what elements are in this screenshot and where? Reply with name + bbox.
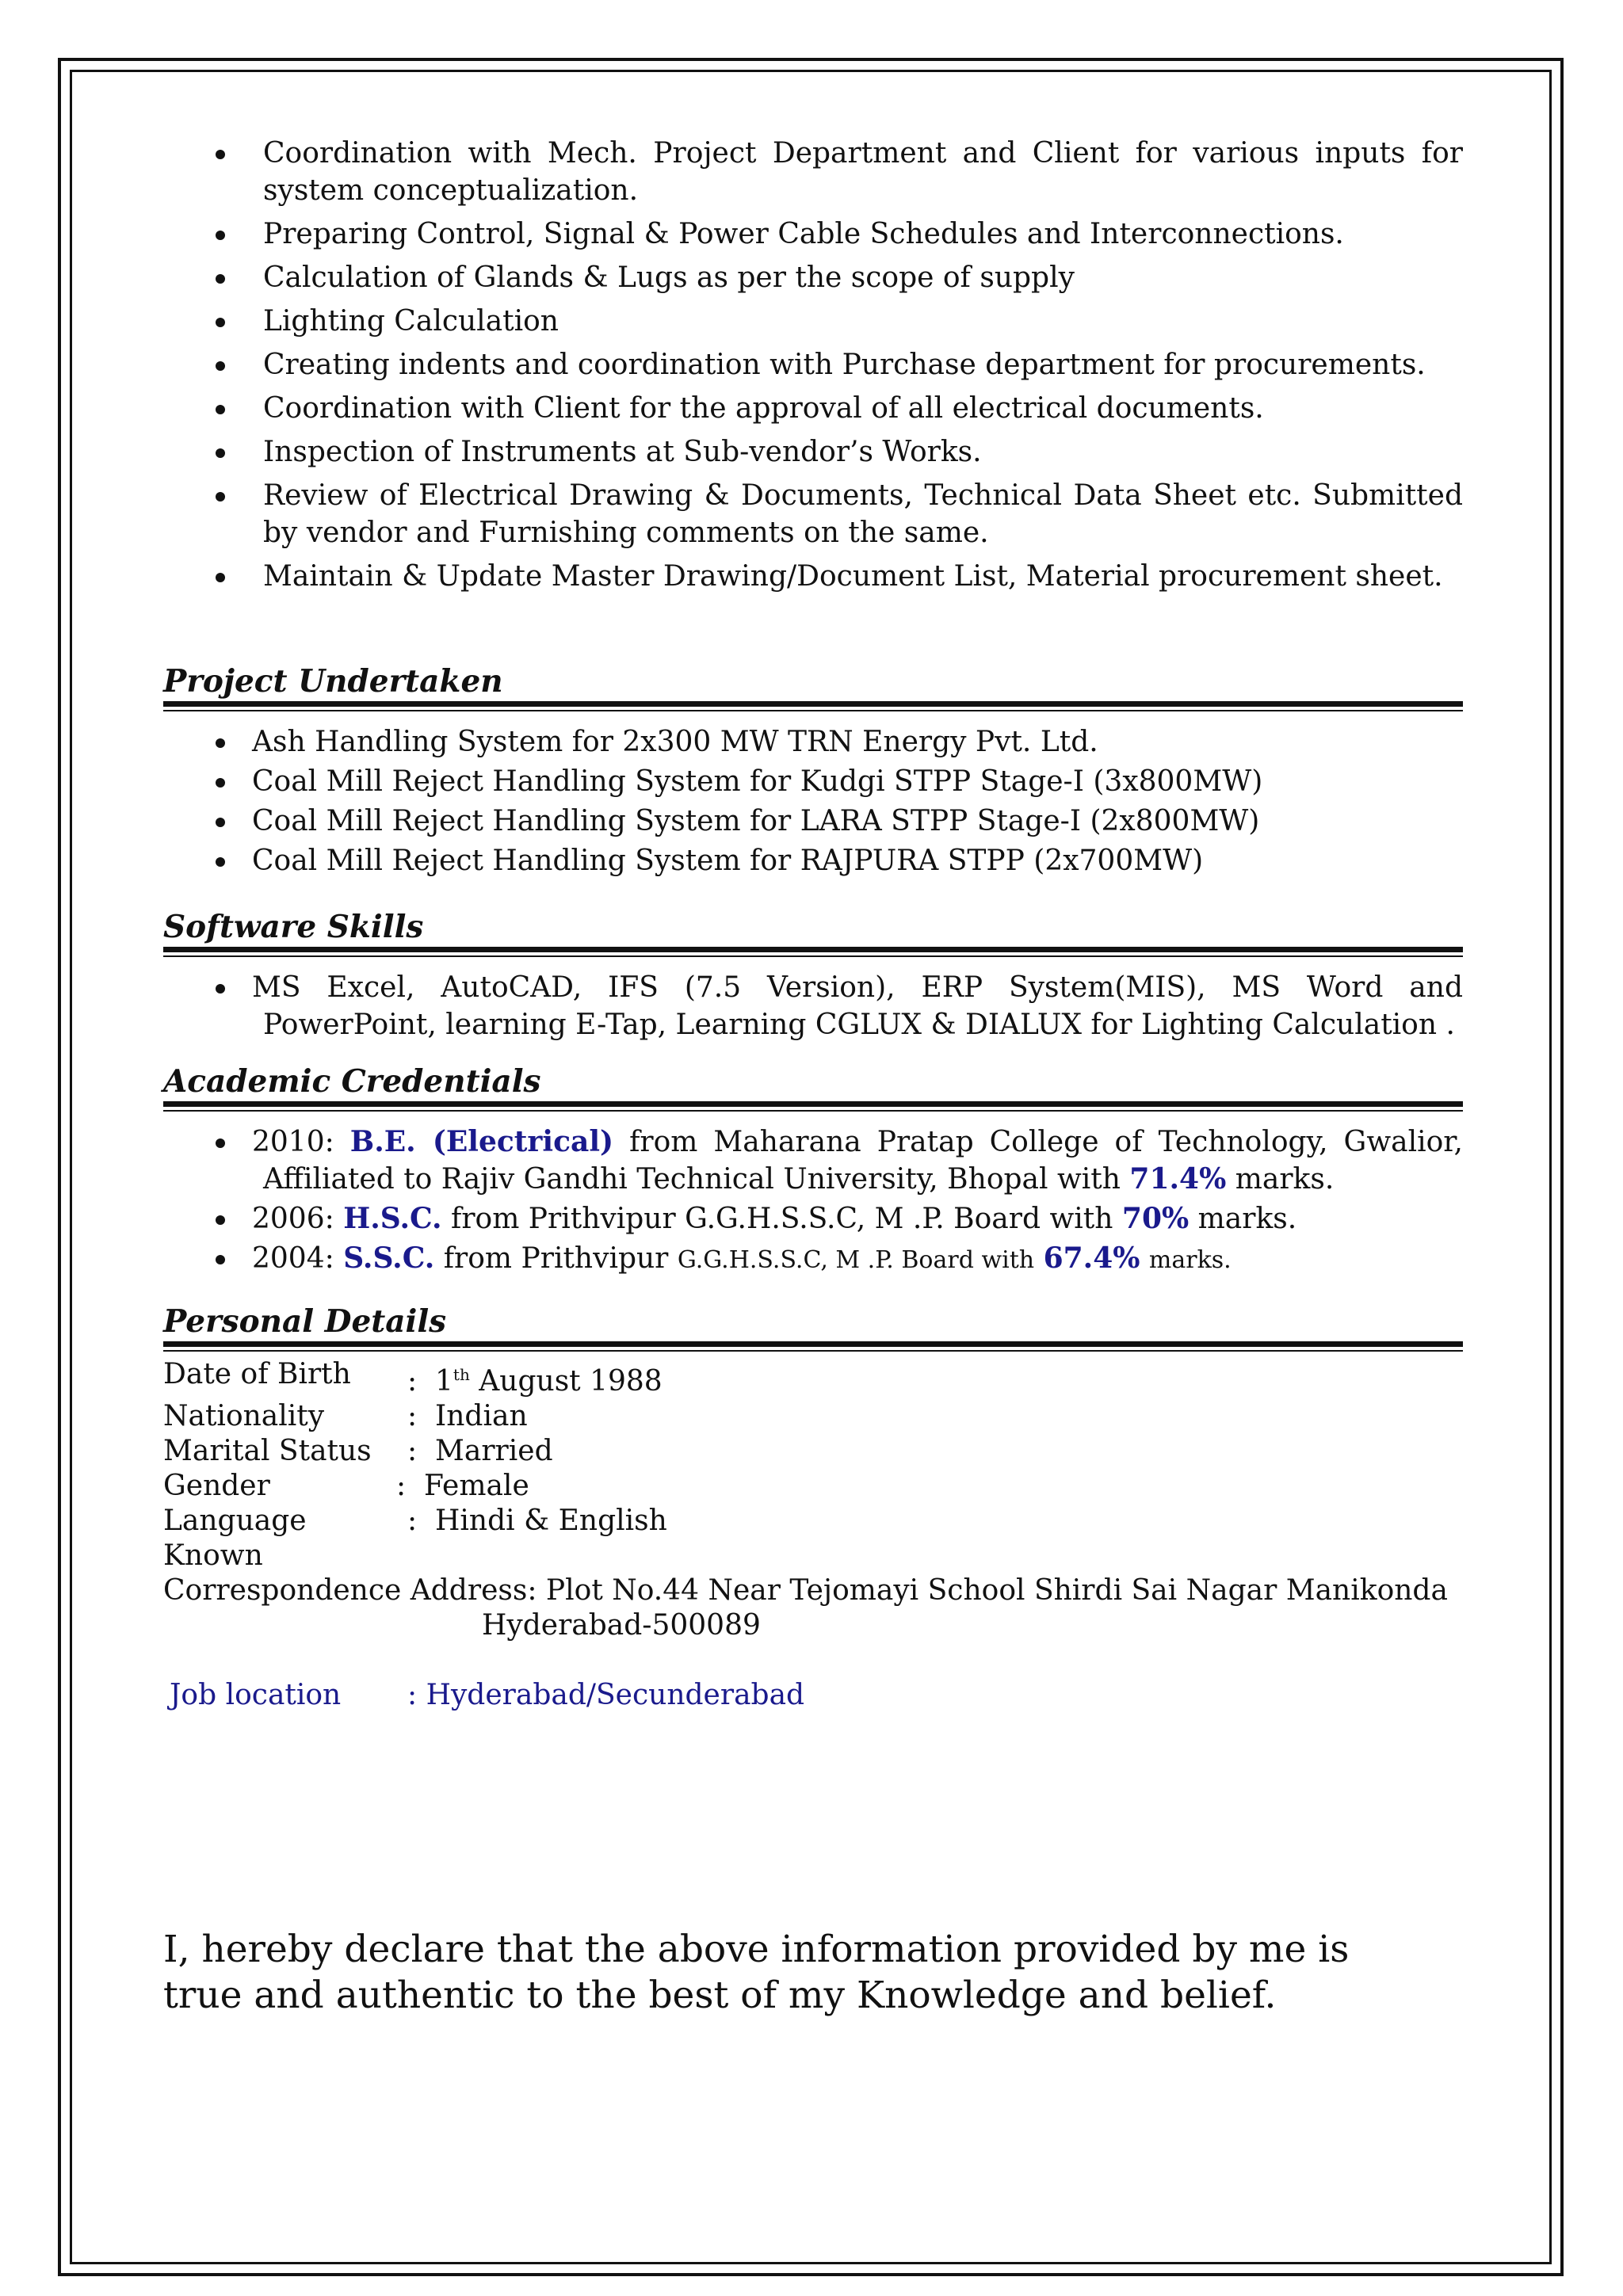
academic-list	[163, 1123, 1463, 1279]
list-item: Preparing Control, Signal & Power Cable Schedules and Interconnections.	[163, 215, 1463, 253]
detail-label: Nationality	[163, 1400, 325, 1432]
list-item: Coal Mill Reject Handling System for Kudgi STPP Stage-I (3x800MW)	[163, 763, 1463, 800]
resume-page	[163, 135, 1463, 2019]
detail-value: Plot No.44 Near Tejomayi School Shirdi Sai Nagar Manikonda	[545, 1574, 1448, 1607]
detail-value: : Female	[396, 1470, 529, 1502]
list-item: Coordination with Mech. Project Department and Client for various inputs for system conceptualization.	[163, 135, 1463, 209]
list-item: Coal Mill Reject Handling System for RAJPURA STPP (2x700MW)	[163, 842, 1463, 879]
year: 2004:	[252, 1242, 334, 1275]
degree: S.S.C.	[343, 1241, 435, 1275]
detail-row-job-location	[163, 1678, 1463, 1713]
detail-value: : 1th August 1988	[407, 1365, 663, 1398]
detail-row-nationality	[163, 1399, 1463, 1434]
detail-row-marital	[163, 1434, 1463, 1469]
year: 2006:	[252, 1203, 334, 1235]
detail-row-language	[163, 1504, 1463, 1573]
software-list	[163, 969, 1463, 1043]
academic-item-hsc	[163, 1200, 1463, 1238]
section-divider	[163, 1101, 1463, 1114]
degree: B.E. (Electrical)	[349, 1125, 614, 1158]
suffix: marks.	[1148, 1246, 1232, 1274]
section-divider	[163, 1341, 1463, 1354]
list-item: Review of Electrical Drawing & Documents, Technical Data Sheet etc. Submitted by vendor and Furnishing comments on the same.	[163, 477, 1463, 551]
list-item: Creating indents and coordination with Purchase department for procurements.	[163, 346, 1463, 383]
list-item: Coordination with Client for the approval of all electrical documents.	[163, 390, 1463, 427]
score: 67.4%	[1043, 1241, 1140, 1275]
projects-list	[163, 723, 1463, 879]
section-heading-software: Software Skills	[163, 909, 424, 945]
list-item: Maintain & Update Master Drawing/Document List, Material procurement sheet.	[163, 558, 1463, 595]
detail-value-continued: Hyderabad-500089	[482, 1609, 761, 1642]
detail-value: : Hyderabad/Secunderabad	[407, 1679, 805, 1711]
section-heading-academic: Academic Credentials	[163, 1063, 541, 1100]
list-item: Ash Handling System for 2x300 MW TRN Energy Pvt. Ltd.	[163, 723, 1463, 761]
detail-row-dob	[163, 1357, 1463, 1399]
detail-label: Marital Status	[163, 1435, 372, 1467]
detail-label: Job location	[170, 1679, 342, 1711]
list-item: Lighting Calculation	[163, 303, 1463, 340]
suffix: marks.	[1235, 1163, 1335, 1196]
list-item: MS Excel, AutoCAD, IFS (7.5 Version), ERP System(MIS), MS Word and PowerPoint, learning E-Tap, Learning CGLUX & DIALUX for Lighting Calculation .	[163, 969, 1463, 1043]
score: 71.4%	[1129, 1162, 1227, 1196]
academic-item-ssc	[163, 1240, 1463, 1279]
detail-label: Language Known	[163, 1505, 307, 1572]
institution: from Prithvipur G.G.H.S.S.C, M .P. Board with	[451, 1203, 1113, 1235]
declaration: I, hereby declare that the above information provided by me is true and authentic to the best of my Knowledge and belief.	[163, 1928, 1350, 2017]
personal-details	[163, 1357, 1463, 1713]
detail-value: : Hindi & English	[407, 1505, 667, 1537]
section-divider	[163, 701, 1463, 714]
section-divider	[163, 947, 1463, 959]
suffix: marks.	[1197, 1203, 1297, 1235]
institution: from Prithvipur	[443, 1242, 669, 1275]
section-heading-projects: Project Undertaken	[163, 663, 503, 700]
detail-row-gender	[163, 1469, 1463, 1504]
list-item: Coal Mill Reject Handling System for LARA STPP Stage-I (2x800MW)	[163, 803, 1463, 840]
detail-label: Gender	[163, 1470, 270, 1502]
list-item: Calculation of Glands & Lugs as per the scope of supply	[163, 259, 1463, 296]
list-item: Inspection of Instruments at Sub-vendor’s Works.	[163, 433, 1463, 471]
responsibilities-list	[163, 135, 1463, 595]
institution-detail: G.G.H.S.S.C, M .P. Board with	[677, 1246, 1035, 1274]
detail-label: Correspondence Address:	[163, 1574, 537, 1607]
academic-item-be	[163, 1123, 1463, 1198]
detail-label: Date of Birth	[163, 1358, 351, 1390]
detail-row-address	[163, 1573, 1463, 1643]
score: 70%	[1121, 1202, 1190, 1235]
section-heading-personal: Personal Details	[163, 1303, 447, 1340]
year: 2010:	[252, 1126, 334, 1158]
detail-value: : Married	[407, 1435, 553, 1467]
detail-value: : Indian	[407, 1400, 528, 1432]
degree: H.S.C.	[343, 1202, 442, 1235]
institution: from Maharana Pratap College of Technology, Gwalior, Affiliated to Rajiv Gandhi Technical University, Bhopal with	[263, 1126, 1463, 1196]
